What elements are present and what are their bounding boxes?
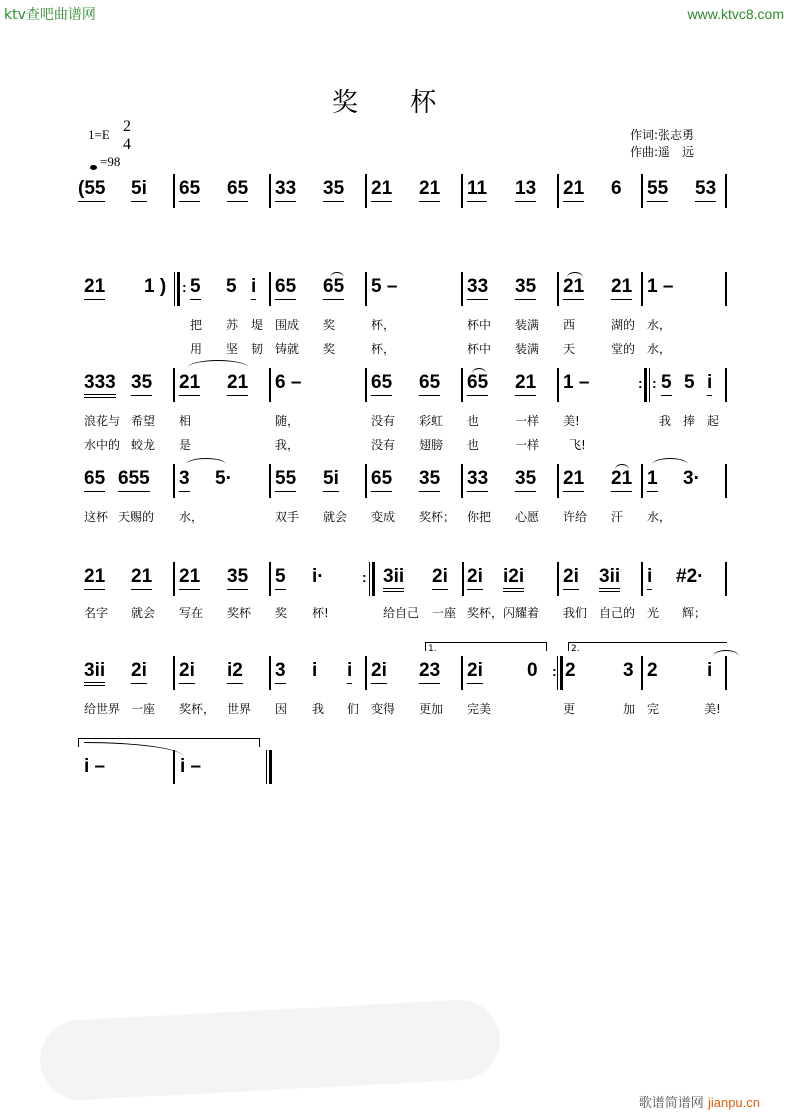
- note-group: 21: [84, 276, 105, 300]
- note-group: 21: [611, 276, 632, 300]
- composer: 作曲:遥 远: [630, 145, 695, 159]
- note-group: 2i: [432, 566, 448, 590]
- lyric: 装满: [515, 342, 540, 356]
- note-group: 2i: [371, 660, 387, 684]
- lyric: 自己的: [599, 606, 636, 620]
- note-group: 21: [84, 566, 105, 590]
- note-group: 3: [275, 660, 286, 684]
- lyric: 完: [647, 702, 660, 716]
- note-group: i: [347, 660, 352, 684]
- lyric: 蛟龙: [131, 438, 156, 452]
- lyric: 奖杯: [227, 606, 252, 620]
- lyric: 奖: [323, 318, 336, 332]
- watermark-top-left: ktv查吧曲谱网: [4, 7, 96, 23]
- lyric: 变成: [371, 510, 396, 524]
- barline: [557, 368, 559, 402]
- lyric: 更加: [419, 702, 444, 716]
- lyric: 水，: [647, 510, 672, 524]
- note-group: 5i: [131, 178, 147, 202]
- note-group: 23: [419, 660, 440, 684]
- note-group: i: [707, 660, 713, 681]
- note-group: 21: [227, 372, 248, 396]
- lyric: 飞!: [569, 438, 586, 452]
- note-group: 33: [467, 468, 488, 492]
- lyric: 起: [707, 414, 720, 428]
- lyric: 水，: [647, 318, 672, 332]
- note-group: 35: [227, 566, 248, 590]
- note-group: i2i: [503, 566, 524, 592]
- watermark-bottom-en: jianpu.cn: [707, 1095, 760, 1110]
- lyric: 奖: [323, 342, 336, 356]
- lyric: 一样: [515, 438, 540, 452]
- barline: [269, 656, 271, 690]
- barline: [365, 464, 367, 498]
- barline: [173, 174, 175, 208]
- note-group: 65: [179, 178, 200, 202]
- barline: [461, 272, 463, 306]
- repeat-start-barline: [369, 562, 375, 596]
- note-group: 35: [419, 468, 440, 492]
- lyric: 世界: [227, 702, 252, 716]
- note-group: 35: [515, 276, 536, 300]
- note-group: 65: [371, 372, 392, 396]
- note-group: 3ii: [84, 660, 105, 686]
- barline: [641, 464, 643, 498]
- repeat-dots: :: [638, 375, 643, 391]
- note-group: 21: [563, 468, 584, 492]
- lyric: 翅膀: [419, 438, 444, 452]
- note-group: 2i: [563, 566, 579, 590]
- barline: [725, 562, 727, 596]
- lyric: 坚: [226, 342, 239, 356]
- note-group: 65: [323, 276, 344, 300]
- note-group: 21: [179, 372, 200, 396]
- repeat-dots: :: [362, 569, 367, 585]
- note-group: 5 –: [371, 276, 398, 297]
- note-group: 2: [647, 660, 658, 681]
- watermark-bottom-cn: 歌谱简谱网: [638, 1096, 704, 1111]
- barline: [461, 464, 463, 498]
- lyric: 奖杯；: [419, 510, 456, 524]
- volta-1: 1.: [425, 642, 547, 651]
- time-sig-bottom: 4: [123, 136, 131, 153]
- note-group: 55: [275, 468, 296, 492]
- lyric: 苏: [226, 318, 239, 332]
- lyric: 没有: [371, 438, 396, 452]
- lyric: 你把: [467, 510, 492, 524]
- repeat-dots: :: [182, 279, 187, 295]
- lyric: 杯，: [371, 342, 396, 356]
- note-group: 655: [118, 468, 150, 492]
- note-group: 35: [131, 372, 152, 396]
- lyric: 心愿: [515, 510, 540, 524]
- barline: [269, 562, 271, 596]
- lyric: 堤: [251, 318, 264, 332]
- barline: [641, 272, 643, 306]
- note-group: 1: [647, 468, 658, 492]
- note-group: i·: [312, 566, 324, 587]
- barline: [269, 464, 271, 498]
- barline: [269, 174, 271, 208]
- note-group: 35: [323, 178, 344, 202]
- barline: [557, 562, 559, 596]
- lyric: 西: [563, 318, 576, 332]
- lyric: 更: [563, 702, 576, 716]
- lyric: 水中的: [84, 438, 121, 452]
- lyric: 奖杯，: [179, 702, 216, 716]
- note-group: i –: [180, 756, 202, 777]
- note-group: 2i: [131, 660, 147, 684]
- note-group: 65: [467, 372, 488, 396]
- barline: [365, 174, 367, 208]
- lyric: 杯，: [371, 318, 396, 332]
- watermark-top-right: www.ktvc8.com: [687, 6, 784, 22]
- note-group: 2i: [467, 566, 483, 590]
- time-signature: [120, 118, 134, 154]
- lyric: 水，: [647, 342, 672, 356]
- note-group: 21: [179, 566, 200, 590]
- note-group: 1 ): [144, 276, 167, 297]
- barline: [173, 464, 175, 498]
- note-group: 21: [563, 276, 584, 300]
- tempo-value: =98: [100, 154, 121, 169]
- lyric: 是: [179, 438, 192, 452]
- note-group: 5·: [215, 468, 232, 489]
- lyric: 也: [467, 438, 480, 452]
- note-group: 65: [227, 178, 248, 202]
- lyric: 捧: [683, 414, 696, 428]
- lyric: 许给: [563, 510, 588, 524]
- lyric: 用: [190, 342, 203, 356]
- note-group: 21: [131, 566, 152, 590]
- note-group: 1 –: [647, 276, 674, 297]
- note-group: 33: [467, 276, 488, 300]
- watermark-bottom: [639, 1092, 760, 1111]
- note-group: 21: [515, 372, 536, 396]
- note-group: i –: [84, 756, 106, 777]
- note-group: 2i: [467, 660, 483, 684]
- repeat-dots: :: [652, 375, 657, 391]
- lyric: 美!: [563, 414, 580, 428]
- lyric: 给自己: [383, 606, 420, 620]
- note-group: i: [312, 660, 318, 681]
- barline: [269, 272, 271, 306]
- lyric: 希望: [131, 414, 156, 428]
- note-group: i: [251, 276, 256, 300]
- lyric: 我: [312, 702, 325, 716]
- note-group: 2: [565, 660, 576, 681]
- lyric: 汗: [611, 510, 624, 524]
- final-barline: [266, 750, 272, 784]
- lyric: 我: [659, 414, 672, 428]
- tempo-marking: [90, 154, 120, 170]
- note-group: i: [647, 566, 652, 590]
- barline: [725, 174, 727, 208]
- lyric: 名字: [84, 606, 109, 620]
- note-group: 35: [515, 468, 536, 492]
- lyric: 美!: [704, 702, 721, 716]
- barline: [641, 174, 643, 208]
- barline: [173, 750, 175, 784]
- lyric: 我，: [275, 438, 300, 452]
- lyric: 韧: [251, 342, 264, 356]
- credits: [630, 127, 694, 161]
- lyric: 奖: [275, 606, 288, 620]
- note-group: 53: [695, 178, 716, 202]
- barline: [461, 368, 463, 402]
- lyric: 水，: [179, 510, 204, 524]
- barline: [641, 656, 643, 690]
- note-group: 333: [84, 372, 116, 398]
- note-group: 55: [647, 178, 668, 202]
- barline: [461, 656, 463, 690]
- lyric: 天赐的: [118, 510, 155, 524]
- lyric: 也: [467, 414, 480, 428]
- lyric: 天: [563, 342, 576, 356]
- note-group: 1 –: [563, 372, 590, 393]
- lyric: 这杯: [84, 510, 109, 524]
- note-group: 5: [684, 372, 695, 393]
- repeat-dots: :: [552, 663, 557, 679]
- time-sig-top: 2: [123, 118, 131, 135]
- lyric: 加: [623, 702, 636, 716]
- note-group: 33: [275, 178, 296, 202]
- lyric: 就会: [323, 510, 348, 524]
- note-group: 5i: [323, 468, 339, 492]
- background-smudge: [38, 998, 502, 1102]
- barline: [725, 368, 727, 402]
- lyric: 给世界: [84, 702, 121, 716]
- barline: [173, 562, 175, 596]
- barline: [557, 174, 559, 208]
- barline: [365, 656, 367, 690]
- lyric: 我们: [563, 606, 588, 620]
- note-group: 3ii: [599, 566, 620, 592]
- lyric: 彩虹: [419, 414, 444, 428]
- lyric: 完美: [467, 702, 492, 716]
- barline: [365, 272, 367, 306]
- note-group: 5: [661, 372, 672, 396]
- barline: [365, 368, 367, 402]
- lyric: 一座: [131, 702, 156, 716]
- lyric: 浪花与: [84, 414, 121, 428]
- quarter-note-icon: [90, 154, 100, 169]
- lyric: 因: [275, 702, 288, 716]
- lyric: 写在: [179, 606, 204, 620]
- note-group: 21: [611, 468, 632, 492]
- lyric: 堂的: [611, 342, 636, 356]
- lyric: 变得: [371, 702, 396, 716]
- note-group: 65: [275, 276, 296, 300]
- lyric: 随，: [275, 414, 300, 428]
- note-group: 11: [467, 178, 487, 202]
- barline: [557, 272, 559, 306]
- lyric: 们: [347, 702, 360, 716]
- barline: [173, 368, 175, 402]
- barline: [173, 656, 175, 690]
- barline: [725, 272, 727, 306]
- repeat-end-barline: [557, 656, 563, 690]
- lyric: 一座: [432, 606, 457, 620]
- note-group: 21: [371, 178, 392, 202]
- note-group: 3ii: [383, 566, 404, 592]
- barline: [725, 464, 727, 498]
- lyric: 奖杯，闪耀着: [467, 606, 540, 620]
- lyric: 辉；: [682, 606, 707, 620]
- lyric: 铸就: [275, 342, 300, 356]
- lyric: 双手: [275, 510, 300, 524]
- song-title: 奖 杯: [331, 88, 459, 118]
- lyric: 相: [179, 414, 192, 428]
- lyric: 杯中: [467, 318, 492, 332]
- lyric: 一样: [515, 414, 540, 428]
- lyric: 围成: [275, 318, 300, 332]
- note-group: 0: [527, 660, 538, 681]
- note-group: 3: [623, 660, 634, 681]
- barline: [641, 562, 643, 596]
- note-group: 65: [371, 468, 392, 492]
- barline: [725, 656, 727, 690]
- volta-2: 2.: [568, 642, 727, 651]
- barline: [557, 464, 559, 498]
- lyric: 就会: [131, 606, 156, 620]
- note-group: 13: [515, 178, 536, 202]
- note-group: (55: [78, 178, 105, 202]
- lyric: 杯中: [467, 342, 492, 356]
- note-group: i2: [227, 660, 243, 684]
- note-group: 3·: [683, 468, 700, 489]
- note-group: 2i: [179, 660, 195, 684]
- lyric: 把: [190, 318, 203, 332]
- lyricist: 作词:张志勇: [630, 128, 695, 142]
- barline: [462, 562, 464, 596]
- repeat-barline: [644, 368, 650, 402]
- note-group: 5: [275, 566, 286, 590]
- repeat-start-barline: [174, 272, 180, 306]
- note-group: 5: [226, 276, 237, 297]
- note-group: 65: [419, 372, 440, 396]
- lyric: 杯!: [312, 606, 329, 620]
- lyric: 光: [647, 606, 660, 620]
- note-group: 6: [611, 178, 622, 199]
- barline: [269, 368, 271, 402]
- note-group: 21: [419, 178, 440, 202]
- lyric: 没有: [371, 414, 396, 428]
- note-group: 21: [563, 178, 584, 202]
- lyric: 装满: [515, 318, 540, 332]
- key-signature: 1=E: [88, 127, 110, 142]
- note-group: #2·: [676, 566, 704, 587]
- note-group: 6 –: [275, 372, 302, 393]
- note-group: 65: [84, 468, 105, 492]
- note-group: 3: [179, 468, 190, 492]
- barline: [461, 174, 463, 208]
- note-group: 5: [190, 276, 201, 300]
- note-group: i: [707, 372, 712, 396]
- lyric: 湖的: [611, 318, 636, 332]
